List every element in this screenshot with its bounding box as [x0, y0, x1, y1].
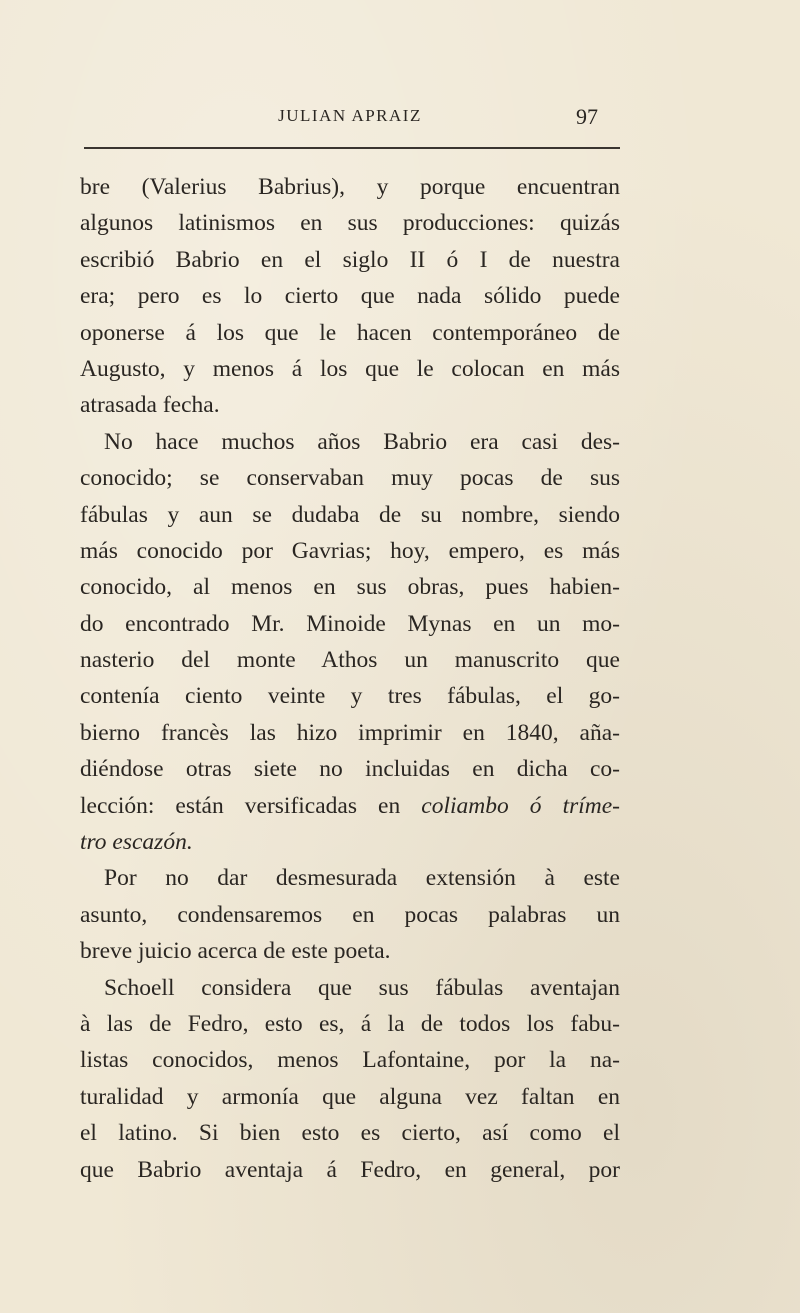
text-line: tro escazón.	[80, 829, 193, 856]
text-line: diéndose otras siete no incluidas en dicha co-	[80, 756, 620, 783]
text-line: más conocido por Gavrias; hoy, empero, es más	[80, 537, 620, 564]
text-line: No hace muchos años Babrio era casi des-	[104, 428, 620, 455]
body-text	[80, 169, 620, 1188]
text-line: bierno francès las hizo imprimir en 1840, aña-	[80, 719, 620, 746]
text-line: asunto, condensaremos en pocas palabras un	[80, 901, 620, 928]
text-line: fábulas y aun se dudaba de su nombre, siendo	[80, 501, 620, 528]
text-line: conocido; se conservaban muy pocas de sus	[80, 465, 620, 492]
header-rule	[84, 147, 620, 149]
text-line: algunos latinismos en sus producciones: quizás	[80, 210, 620, 237]
running-head: JULIAN APRAIZ	[278, 106, 422, 125]
text-line: el latino. Si bien esto es cierto, así como el	[80, 1120, 620, 1147]
italic-term: coliambo ó tríme-	[421, 792, 620, 819]
text-line: conocido, al menos en sus obras, pues habien-	[80, 574, 620, 601]
text-line: Por no dar desmesurada extensión à este	[104, 865, 620, 892]
paragraph	[80, 169, 620, 424]
text-line: breve juicio acerca de este poeta.	[80, 938, 391, 965]
paragraph	[80, 860, 620, 969]
text-line: escribió Babrio en el siglo II ó I de nuestra	[80, 246, 620, 273]
text-line: atrasada fecha.	[80, 392, 220, 419]
paragraph	[80, 970, 620, 1188]
text-line: turalidad y armonía que alguna vez faltan en	[80, 1083, 620, 1110]
text-line: do encontrado Mr. Minoide Mynas en un mo-	[80, 610, 620, 637]
page-header	[80, 104, 620, 140]
text-line: que Babrio aventaja á Fedro, en general, por	[80, 1156, 620, 1183]
text-line	[80, 788, 620, 824]
text-line: contenía ciento veinte y tres fábulas, el go-	[80, 683, 620, 710]
text-run: lección: están versificadas en	[80, 792, 422, 819]
text-line: à las de Fedro, esto es, á la de todos los fabu-	[80, 1010, 620, 1037]
text-line: listas conocidos, menos Lafontaine, por la na-	[80, 1047, 620, 1074]
paragraph	[80, 424, 620, 861]
page-number: 97	[576, 104, 598, 129]
text-line: nasterio del monte Athos un manuscrito que	[80, 647, 620, 674]
text-line: oponerse á los que le hacen contemporáneo de	[80, 319, 620, 346]
text-line: Augusto, y menos á los que le colocan en más	[80, 355, 620, 382]
text-line: Schoell considera que sus fábulas aventajan	[104, 974, 620, 1001]
text-line: era; pero es lo cierto que nada sólido puede	[80, 283, 620, 310]
text-line: bre (Valerius Babrius), y porque encuentran	[80, 174, 620, 200]
